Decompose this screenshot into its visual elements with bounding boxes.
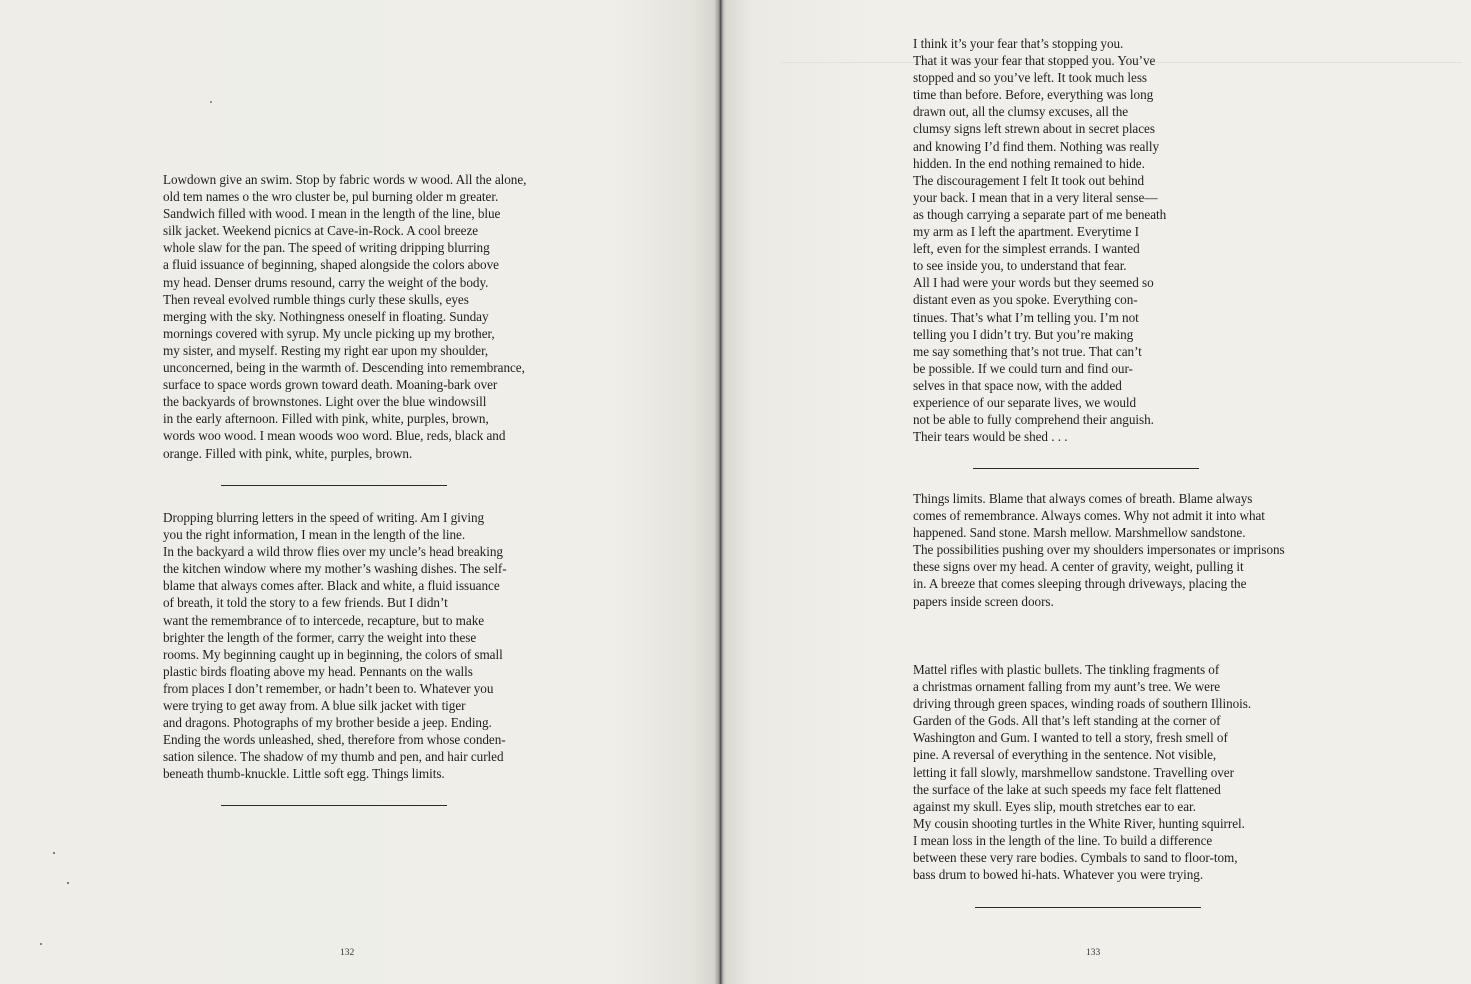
- section-divider: [221, 485, 447, 486]
- section-divider: [975, 907, 1201, 908]
- page-number-right: 133: [1086, 948, 1101, 958]
- left-paragraph-2: Dropping blurring letters in the speed of writing. Am I giving you the right information, I mean in the length of the line. In the backyard a wild throw flies over my uncle’s head breaking the kitchen window where my mother’s washing dishes. The self- blame that always comes after. Black and white, a fluid issuance of breath, it told the story to a few friends. But I didn’t want the remembrance of to intercede, recapture, but to make brighter the length of the former, carry the weight into these rooms. My beginning caught up in beginning, the colors of small plastic birds floating above my head. Pennants on the walls from places I don’t remember, or hadn’t been to. Whatever you were trying to get away from. A blue silk jacket with tiger and dragons. Photographs of my brother beside a jeep. Ending. Ending the words unleashed, shed, therefore from whose conden- sation silence. The shadow of my thumb and pen, and hair curled beneath thumb-knuckle. Little soft egg. Things limits.: [163, 510, 507, 782]
- speck: [40, 943, 42, 945]
- right-paragraph-3: Mattel rifles with plastic bullets. The tinkling fragments of a christmas ornament falling from my aunt’s tree. We were driving through green spaces, winding roads of southern Illinois. Garden of the Gods. All that’s left standing at the corner of Washington and Gum. I wanted to tell a story, fresh smell of pine. A reversal of everything in the sentence. Not visible, letting it fall slowly, marshmellow sandstone. Travelling over the surface of the lake at such speeds my face felt flattened against my skull. Eyes slip, mouth stretches ear to ear. My cousin shooting turtles in the White River, hunting squirrel. I mean loss in the length of the line. To build a difference between these very rare bodies. Cymbals to sand to floor-tom, bass drum to bowed hi-hats. Whatever you were trying.: [913, 662, 1252, 883]
- left-paragraph-1: Lowdown give an swim. Stop by fabric words w wood. All the alone, old tem names o the wro cluster be, pul burning older m greater. Sandwich filled with wood. I mean in the length of the line, blue silk jacket. Weekend picnics at Cave-in-Rock. A cool breeze whole slaw for the pan. The speed of writing dripping blurring a fluid issuance of beginning, shaped alongside the colors above my head. Denser drums resound, carry the weight of the body. Then reveal evolved rumble things curly these skulls, eyes merging with the sky. Nothingness oneself in floating. Sunday mornings covered with syrup. My uncle picking up my brother, my sister, and myself. Resting my right ear upon my shoulder, unconcerned, being in the warmth of. Descending into remembrance, surface to space words grown toward death. Moaning-bark over the backyards of brownstones. Light over the blue windowsill in the early afternoon. Filled with pink, white, purples, brown, words woo wood. I mean woods woo word. Blue, reds, black and orange. Filled with pink, white, purples, brown.: [163, 172, 527, 461]
- right-page: [722, 0, 1471, 984]
- speck: [53, 852, 55, 854]
- left-page: [0, 0, 722, 984]
- speck: [210, 101, 212, 103]
- right-paragraph-2: Things limits. Blame that always comes of breath. Blame always comes of remembrance. Always comes. Why not admit it into what happened. Sand stone. Marsh mellow. Marshmellow sandstone. The possibilities pushing over my shoulders impersonates or imprisons these signs over my head. A center of gravity, weight, pulling it in. A breeze that comes sleeping through driveways, placing the papers inside screen doors.: [913, 491, 1285, 609]
- section-divider: [221, 805, 447, 806]
- section-divider: [973, 468, 1199, 469]
- right-paragraph-1: I think it’s your fear that’s stopping you. That it was your fear that stopped you. You’ve stopped and so you’ve left. It took much less time than before. Before, everything was long drawn out, all the clumsy excuses, all the clumsy signs left strewn about in secret places and knowing I’d find them. Nothing was really hidden. In the end nothing remained to hide. The discouragement I felt It took out behind your back. I mean that in a very literal sense— as though carrying a separate part of me beneath my arm as I left the apartment. Everytime I left, even for the simplest errands. I wanted to see inside you, to understand that fear. All I had were your words but they seemed so distant even as you spoke. Everything con- tinues. That’s what I’m telling you. I’m not telling you I didn’t try. But you’re making me say something that’s not true. That can’t be possible. If we could turn and find our- selves in that space now, with the added experience of our separate lives, we would not be able to fully comprehend their anguish. Their tears would be shed . . .: [913, 36, 1167, 445]
- book-gutter: [714, 0, 726, 984]
- page-number-left: 132: [340, 948, 355, 958]
- speck: [67, 882, 69, 884]
